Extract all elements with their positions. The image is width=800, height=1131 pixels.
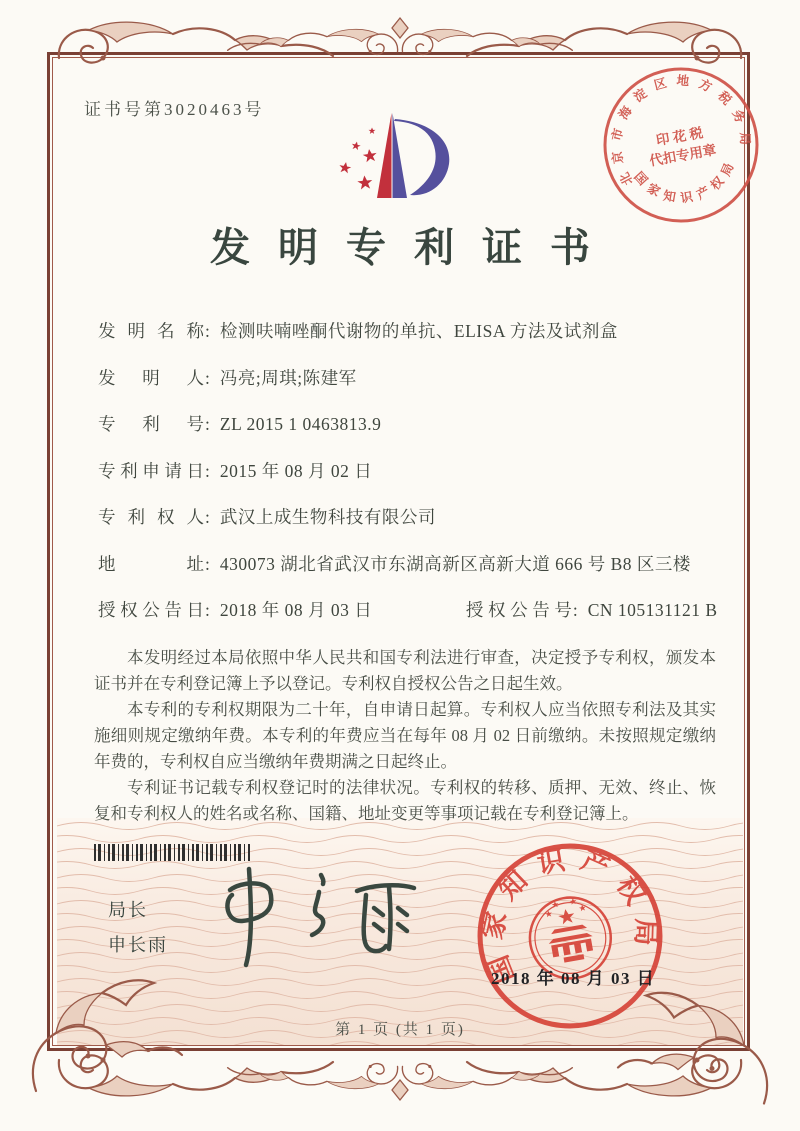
page-number: 第 1 页 (共 1 页) [335, 1022, 465, 1038]
field-colon: : [205, 321, 210, 341]
field-value: 2018 年 08 月 03 日 [219, 600, 373, 620]
field-label: 地址 [98, 553, 204, 574]
field-value: 2015 年 08 月 02 日 [219, 460, 373, 481]
cnipa-seal [474, 840, 666, 1032]
seal-date: 2018 年 08 月 03 日 [491, 969, 656, 988]
field-grant-date-and-number [98, 597, 740, 644]
field-patentee [98, 504, 740, 551]
barcode [94, 844, 252, 861]
cnipa-logo [332, 96, 482, 214]
field-filing-date [98, 458, 740, 505]
field-label: 发明人 [98, 367, 204, 388]
field-value: 检测呋喃唑酮代谢物的单抗、ELISA 方法及试剂盒 [219, 321, 618, 341]
field-value: 武汉上成生物科技有限公司 [219, 507, 436, 527]
field-inventors [98, 365, 740, 412]
signer-title: 局长 [108, 900, 148, 920]
field-value: 冯亮;周琪;陈建军 [219, 367, 357, 388]
legal-paragraph-2: 本专利的专利权期限为二十年，自申请日起算。专利权人应当依照专利法及其实施细则规定缴纳年费。本专利的年费应当在每年 08 月 02 日前缴纳。未按照规定缴纳年费的，专利权自应当缴纳年费期满之日起终止。 [94, 700, 716, 771]
field-colon: : [205, 414, 210, 434]
legal-text [94, 645, 716, 827]
field-colon: : [205, 460, 210, 481]
signature-handwriting [200, 860, 440, 975]
field-colon: : [572, 600, 578, 620]
field-label: 发明名称 [98, 321, 204, 341]
field-colon: : [205, 507, 210, 527]
legal-paragraph-1: 本发明经过本局依照中华人民共和国专利法进行审查，决定授予专利权，颁发本证书并在专利登记簿上予以登记。专利权自授权公告之日起生效。 [94, 648, 716, 693]
field-grant-number [466, 597, 718, 622]
field-value: 430073 湖北省武汉市东湖高新区高新大道 666 号 B8 区三楼 [219, 553, 691, 574]
field-label: 授权公告日 [98, 600, 204, 620]
field-list [98, 318, 740, 644]
logo-stars-icon [338, 128, 377, 190]
field-value: CN 105131121 B [587, 600, 718, 620]
field-label: 专利权人 [98, 507, 204, 527]
seal-ring-text: 国家知识产权局 [477, 842, 662, 988]
field-colon: : [205, 367, 210, 388]
logo-p-glyph [377, 110, 449, 198]
field-value: ZL 2015 1 0463813.9 [219, 414, 382, 434]
field-label: 授权公告号 [465, 600, 572, 620]
field-patent-number [98, 411, 740, 458]
tax-stamp-line1: 印 花 税 [654, 125, 705, 149]
field-colon: : [205, 553, 210, 574]
tax-stamp-line2: 代扣专用章 [648, 142, 718, 169]
field-invention-name [98, 318, 740, 365]
field-label: 专利号 [98, 414, 204, 434]
tax-stamp [598, 62, 764, 228]
field-address [98, 551, 740, 598]
field-colon: : [205, 600, 210, 620]
field-label: 专利申请日 [98, 460, 204, 481]
ornate-border-top [0, 6, 800, 70]
legal-paragraph-3: 专利证书记载专利权登记时的法律状况。专利权的转移、质押、无效、终止、恢复和专利权人的姓名或名称、国籍、地址变更等事项记载在专利登记簿上。 [94, 778, 716, 823]
certificate-title: 发明专利证书 [210, 225, 618, 270]
signer-name: 申长雨 [108, 935, 168, 955]
tax-stamp-arc-bottom: 国家知识产权局 [631, 155, 739, 206]
tax-stamp-arc-top: 北京市海淀区地方税务局 [609, 73, 753, 188]
certificate-number: 证书号第3020463号 [84, 100, 265, 119]
ornate-corner-bottom-left [26, 960, 186, 1120]
